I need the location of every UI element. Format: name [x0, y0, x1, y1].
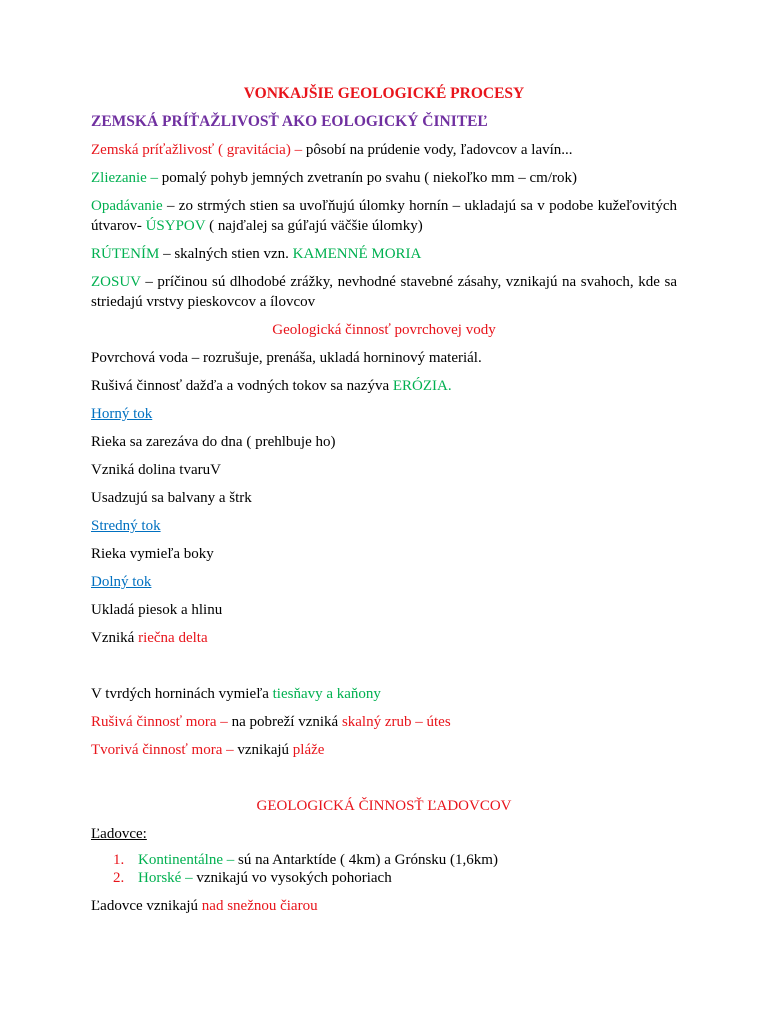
upper-course-line: Usadzujú sa balvany a štrk	[91, 490, 252, 506]
section-heading-gravity: ZEMSKÁ PRÍŤAŽLIVOSŤ AKO EOLOGICKÝ ČINITEĽ	[91, 113, 488, 130]
link-lower-course[interactable]: Dolný tok	[91, 574, 152, 590]
text-rockfall: – skalných stien vzn.	[159, 246, 293, 262]
term-landslide: ZOSUV	[91, 274, 141, 290]
text-creep: pomalý pohyb jemných zvetranín po svahu ( niekoľko mm – cm/rok)	[158, 170, 577, 186]
text-erosion: Rušivá činnosť dažďa a vodných tokov sa nazýva	[91, 378, 393, 394]
term-scree: ÚSYPOV	[145, 218, 206, 234]
term-fall: Opadávanie	[91, 198, 163, 214]
lower-course-label	[91, 572, 677, 592]
upper-course-label	[91, 404, 677, 424]
term-snow-line: nad snežnou čiarou	[201, 898, 318, 914]
paragraph-sea-constructive	[91, 740, 677, 760]
text-fall-1: – zo strmých stien sa uvoľňujú úlomky hornín – ukladajú sa v podobe kužeľovitých útvarov-	[91, 198, 677, 234]
paragraph-gravity	[91, 140, 677, 160]
document-title: VONKAJŠIE GEOLOGICKÉ PROCESY	[243, 85, 525, 102]
text-gravity: pôsobí na prúdenie vody, ľadovcov a lavín...	[302, 142, 573, 158]
term-erosion: ERÓZIA.	[392, 378, 452, 394]
paragraph-gorges	[91, 684, 677, 704]
term-continental: Kontinentálne –	[138, 852, 235, 868]
glaciers-label: Ľadovce:	[91, 826, 147, 842]
middle-course-line: Rieka vymieľa boky	[91, 546, 214, 562]
list-number: 2.	[113, 870, 125, 886]
text-landslide: – príčinou sú dlhodobé zrážky, nevhodné stavebné zásahy, vznikajú na svahoch, kde sa striedajú vrstvy pieskovcov a ílovcov	[91, 274, 677, 310]
paragraph-water-intro: Povrchová voda – rozrušuje, prenáša, ukladá horninový materiál.	[91, 350, 482, 366]
text-fall-2: ( najďalej sa gúľajú väčšie úlomky)	[205, 218, 423, 234]
term-gorges: tiesňavy a kaňony	[272, 686, 381, 702]
upper-course-line: Vzniká dolina tvaruV	[91, 462, 221, 478]
term-sea-constructive: Tvorivá činnosť mora –	[91, 742, 234, 758]
term-beaches: pláže	[292, 742, 325, 758]
term-gravity: Zemská príťažlivosť ( gravitácia) –	[91, 142, 303, 158]
term-delta: riečna delta	[138, 630, 208, 646]
paragraph-delta	[91, 628, 677, 648]
text-glacier-origin: Ľadovce vznikajú	[91, 898, 202, 914]
term-sea-destructive: Rušivá činnosť mora –	[91, 714, 228, 730]
text-mountain: vznikajú vo vysokých pohoriach	[192, 870, 392, 886]
term-rockfall: RÚTENÍM	[91, 246, 160, 262]
document-page	[91, 84, 677, 916]
paragraph-creep	[91, 168, 677, 188]
paragraph-landslide	[91, 272, 677, 312]
link-upper-course[interactable]: Horný tok	[91, 406, 153, 422]
paragraph-glacier-origin	[91, 896, 677, 916]
lower-course-line: Ukladá piesok a hlinu	[91, 602, 223, 618]
middle-course-label	[91, 516, 677, 536]
link-middle-course[interactable]: Stredný tok	[91, 518, 161, 534]
term-creep: Zliezanie –	[91, 170, 159, 186]
text-sea-destructive: na pobreží vzniká	[227, 714, 342, 730]
list-item	[91, 869, 677, 887]
section-heading-water: Geologická činnosť povrchovej vody	[272, 322, 496, 338]
term-mountain: Horské –	[138, 870, 193, 886]
list-number: 1.	[113, 852, 125, 868]
term-cliff: skalný zrub – útes	[341, 714, 451, 730]
upper-course-line: Rieka sa zarezáva do dna ( prehlbuje ho)	[91, 434, 336, 450]
text-delta: Vzniká	[91, 630, 139, 646]
paragraph-rockfall	[91, 244, 677, 264]
section-heading-glaciers: GEOLOGICKÁ ČINNOSŤ ĽADOVCOV	[256, 798, 512, 814]
text-continental: sú na Antarktíde ( 4km) a Grónsku (1,6km)	[234, 852, 498, 868]
text-sea-constructive: vznikajú	[233, 742, 293, 758]
glacier-types-list	[91, 851, 677, 887]
term-stone-seas: KAMENNÉ MORIA	[292, 246, 422, 262]
glaciers-label-line	[91, 824, 677, 844]
paragraph-erosion	[91, 376, 677, 396]
paragraph-sea-destructive	[91, 712, 677, 732]
paragraph-fall	[91, 196, 677, 236]
list-item	[91, 851, 677, 869]
text-gorges: V tvrdých horninách vymieľa	[91, 686, 273, 702]
